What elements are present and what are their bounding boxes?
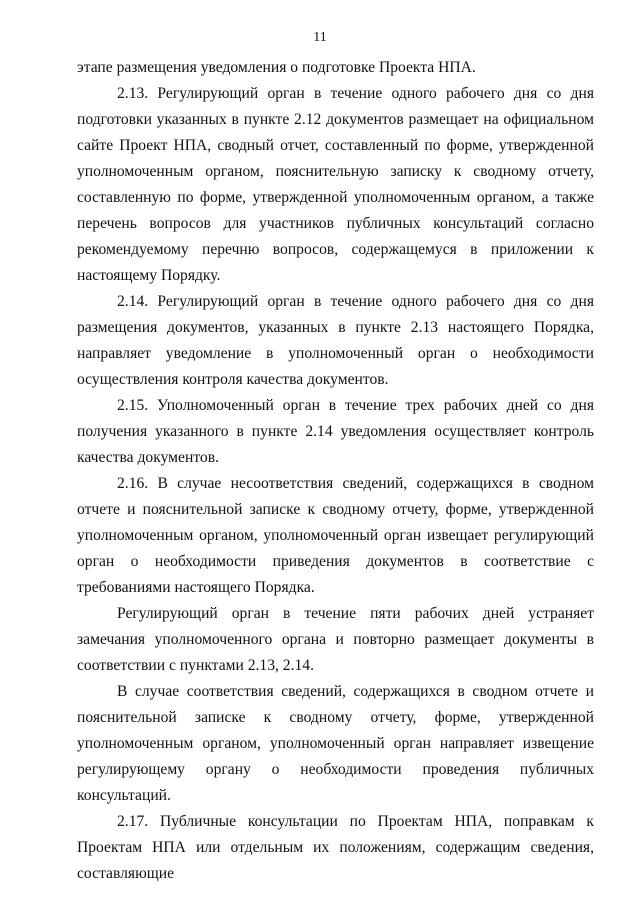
paragraph-2-13: 2.13. Регулирующий орган в течение одного рабочего дня со дня подготовки указанных в пункте 2.12 документов размещает на официальном сайте Проект НПА, сводный отчет, составленный по форме, утвержденной уполномоченным органом, пояснительную записку к сводному отчету, составленную по форме, утвержденной уполномоченным органом, а также перечень вопросов для участников публичных консультаций согласно рекомендуемому перечню вопросов, содержащемуся в приложении к настоящему Порядку.: [77, 85, 594, 284]
document-body: [77, 55, 594, 887]
page-number: 11: [313, 30, 327, 45]
paragraph-2-17: 2.17. Публичные консультации по Проектам НПА, поправкам к Проектам НПА или отдельным их положениям, содержащим сведения, составляющие: [77, 813, 594, 882]
paragraph-continuation: этапе размещения уведомления о подготовке Проекта НПА.: [77, 59, 476, 76]
paragraph-2-16-remediation: Регулирующий орган в течение пяти рабочих дней устраняет замечания уполномоченного органа и повторно размещает документы в соответствии с пунктами 2.13, 2.14.: [77, 605, 594, 674]
paragraph-2-16-compliance: В случае соответствия сведений, содержащихся в сводном отчете и пояснительной записке к сводному отчету, форме, утвержденной уполномоченным органом, уполномоченный орган направляет извещение регулирующему органу о необходимости проведения публичных консультаций.: [77, 683, 594, 804]
paragraph-2-16: 2.16. В случае несоответствия сведений, содержащихся в сводном отчете и пояснительной записке к сводному отчету, форме, утвержденной уполномоченным органом, уполномоченный орган извещает регулирующий орган о необходимости приведения документов в соответствие с требованиями настоящего Порядка.: [77, 475, 594, 596]
paragraph-2-15: 2.15. Уполномоченный орган в течение трех рабочих дней со дня получения указанного в пункте 2.14 уведомления осуществляет контроль качества документов.: [77, 397, 594, 466]
paragraph-2-14: 2.14. Регулирующий орган в течение одного рабочего дня со дня размещения документов, указанных в пункте 2.13 настоящего Порядка, направляет уведомление в уполномоченный орган о необходимости осуществления контроля качества документов.: [77, 293, 594, 388]
